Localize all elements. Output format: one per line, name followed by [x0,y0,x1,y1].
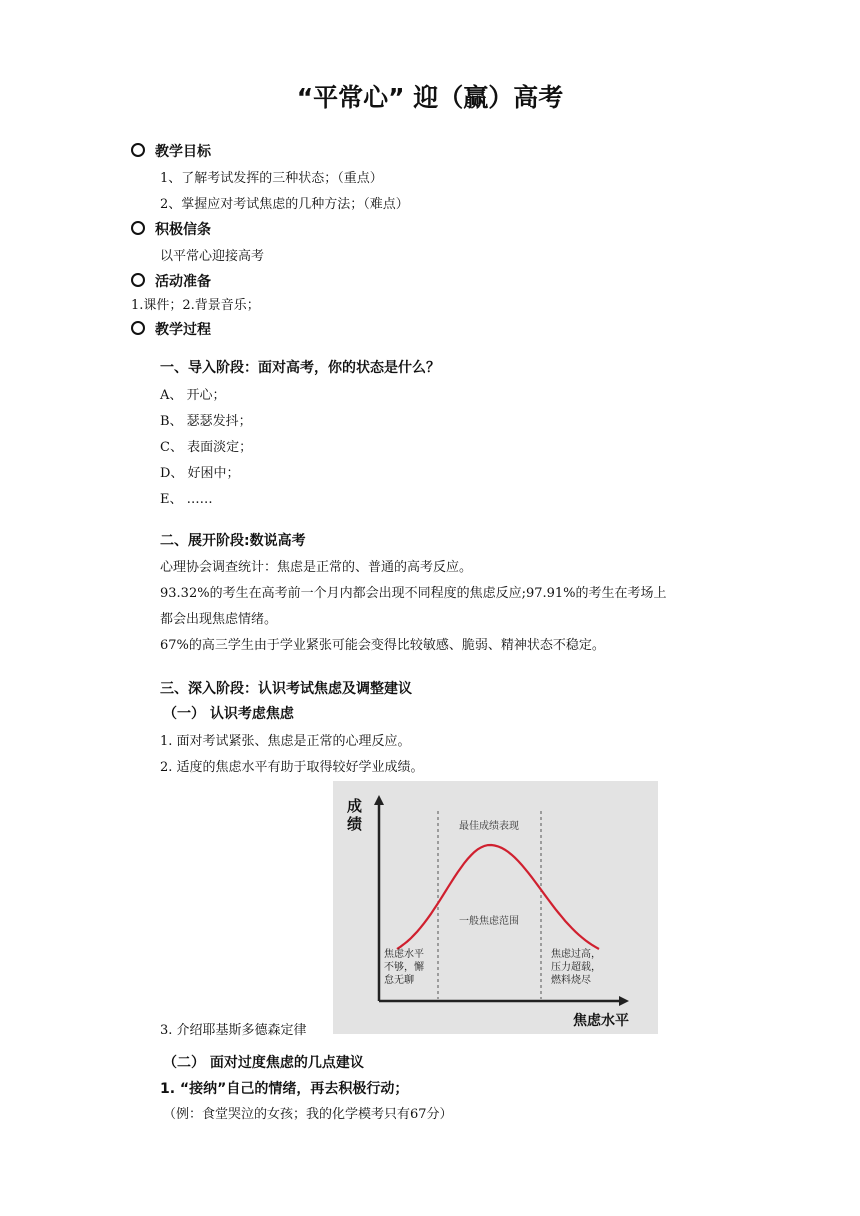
circle-bullet-icon [131,273,145,287]
stage3-sub1-title: （一） 认识考虑焦虑 [163,706,294,722]
circle-bullet-icon [131,321,145,335]
belief-text: 以平常心迎接高考 [160,249,265,264]
peak-label: 最佳成绩表现 [459,821,519,832]
goals-heading-text: 教学目标 [155,144,211,160]
circle-bullet-icon [131,221,145,235]
x-axis-arrow-icon [619,996,629,1006]
stage2-title: 二、展开阶段:数说高考 [160,533,306,549]
process-heading-text: 教学过程 [155,322,211,338]
goal-item: 2、掌握应对考试焦虑的几种方法；（难点） [160,197,409,212]
section-goals-heading [131,141,211,161]
region-label-left [384,947,424,986]
sub2-example: （例：食堂哭泣的女孩；我的化学模考只有67分） [163,1107,453,1122]
option-item: D、 好困中； [160,466,240,481]
prep-text: 1.课件；2.背景音乐； [131,298,260,313]
section-prep-heading [131,271,211,291]
prep-heading-text: 活动准备 [155,274,211,290]
section-process-heading [131,319,211,339]
section-belief-heading [131,219,211,239]
stage2-line: 93.32%的考生在高考前一个月内都会出现不同程度的焦虑反应;97.91%的考生在考场上 [160,586,667,601]
stage2-line: 心理协会调查统计：焦虑是正常的、普通的高考反应。 [160,560,473,575]
region-label-text: 焦虑水平不够，懈怠无聊 [384,949,424,986]
stage3-sub2-title: （二） 面对过度焦虑的几点建议 [163,1055,364,1071]
circle-bullet-icon [131,143,145,157]
option-item: E、 …… [160,492,213,507]
belief-heading-text: 积极信条 [155,222,211,238]
sub1-item: 1. 面对考试紧张、焦虑是正常的心理反应。 [160,734,411,749]
chart-svg [333,781,658,1034]
stage3-title: 三、深入阶段：认识考试焦虑及调整建议 [160,681,412,697]
x-axis-label: 焦虑水平 [573,1012,629,1028]
option-item: A、 开心； [160,388,226,403]
performance-curve [397,845,599,949]
region-label-text: 焦虑过高，压力超载，燃料烧尽 [551,949,601,986]
sub1-item3: 3. 介绍耶基斯多德森定律 [160,1023,307,1038]
region-label-right [551,947,601,986]
option-item: B、 瑟瑟发抖； [160,414,252,429]
document-title: “平常心” 迎（赢）高考 [296,83,564,112]
yerkes-dodson-chart [333,781,658,1034]
sub1-item: 2. 适度的焦虑水平有助于取得较好学业成绩。 [160,760,424,775]
y-axis-arrow-icon [374,795,384,805]
option-item: C、 表面淡定； [160,440,253,455]
region-label-middle: 一般焦虑范围 [459,916,519,927]
stage2-line: 都会出现焦虑情绪。 [160,612,278,627]
sub2-item1: 1. “接纳”自己的情绪，再去积极行动； [160,1081,409,1097]
stage1-title: 一、导入阶段：面对高考，你的状态是什么？ [160,360,440,376]
y-axis-label: 成绩 [347,798,363,833]
stage2-line: 67%的高三学生由于学业紧张可能会变得比较敏感、脆弱、精神状态不稳定。 [160,638,605,653]
goal-item: 1、了解考试发挥的三种状态；（重点） [160,171,383,186]
